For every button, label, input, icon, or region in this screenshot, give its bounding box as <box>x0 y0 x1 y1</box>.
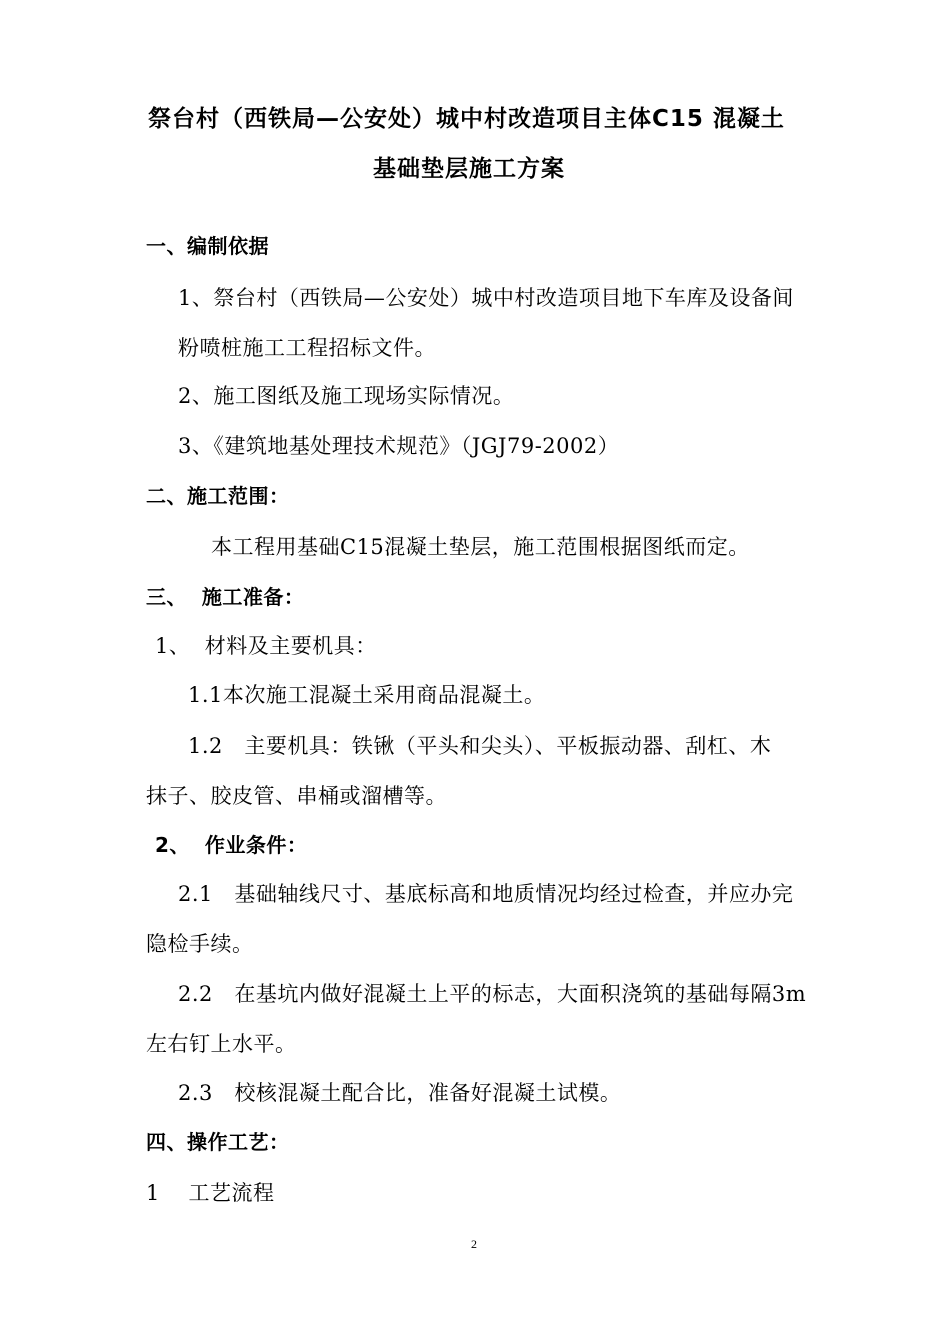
process-sub-1: 1 工艺流程 <box>146 1181 275 1205</box>
scope-text: 本工程用基础C15混凝土垫层，施工范围根据图纸而定。 <box>211 535 750 559</box>
preparation-sub-1-2-line-2: 抹子、胶皮管、串桶或溜槽等。 <box>146 784 447 808</box>
document-title-line-1: 祭台村（西铁局—公安处）城中村改造项目主体C15 混凝土 <box>148 106 785 132</box>
section-heading-process: 四、操作工艺： <box>146 1130 290 1154</box>
basis-item-1-line-2: 粉喷桩施工工程招标文件。 <box>178 336 436 360</box>
preparation-sub-2-heading: 2、 作业条件： <box>155 833 308 857</box>
section-heading-scope: 二、施工范围： <box>146 484 290 508</box>
section-heading-basis: 一、编制依据 <box>146 234 269 258</box>
condition-2-1-line-2: 隐检手续。 <box>146 932 254 956</box>
condition-2-2-line-1: 2.2 在基坑内做好混凝土上平的标志，大面积浇筑的基础每隔3m <box>178 982 807 1006</box>
basis-item-1-line-1: 1、祭台村（西铁局—公安处）城中村改造项目地下车库及设备间 <box>178 286 794 310</box>
preparation-sub-1: 1、 材料及主要机具： <box>155 634 377 658</box>
basis-item-3: 3、《建筑地基处理技术规范》（JGJ79-2002） <box>178 434 620 458</box>
section-heading-preparation: 三、 施工准备： <box>146 585 305 609</box>
basis-item-2: 2、施工图纸及施工现场实际情况。 <box>178 384 515 408</box>
document-title-line-2: 基础垫层施工方案 <box>373 156 565 182</box>
condition-2-1-line-1: 2.1 基础轴线尺寸、基底标高和地质情况均经过检查，并应办完 <box>178 882 794 906</box>
preparation-sub-1-1: 1.1本次施工混凝土采用商品混凝土。 <box>188 683 546 707</box>
page-number: 2 <box>471 1237 477 1251</box>
condition-2-2-line-2: 左右钉上水平。 <box>146 1032 297 1056</box>
condition-2-3: 2.3 校核混凝土配合比，准备好混凝土试模。 <box>178 1081 622 1105</box>
preparation-sub-1-2-line-1: 1.2 主要机具：铁锹（平头和尖头）、平板振动器、刮杠、木 <box>188 734 772 758</box>
